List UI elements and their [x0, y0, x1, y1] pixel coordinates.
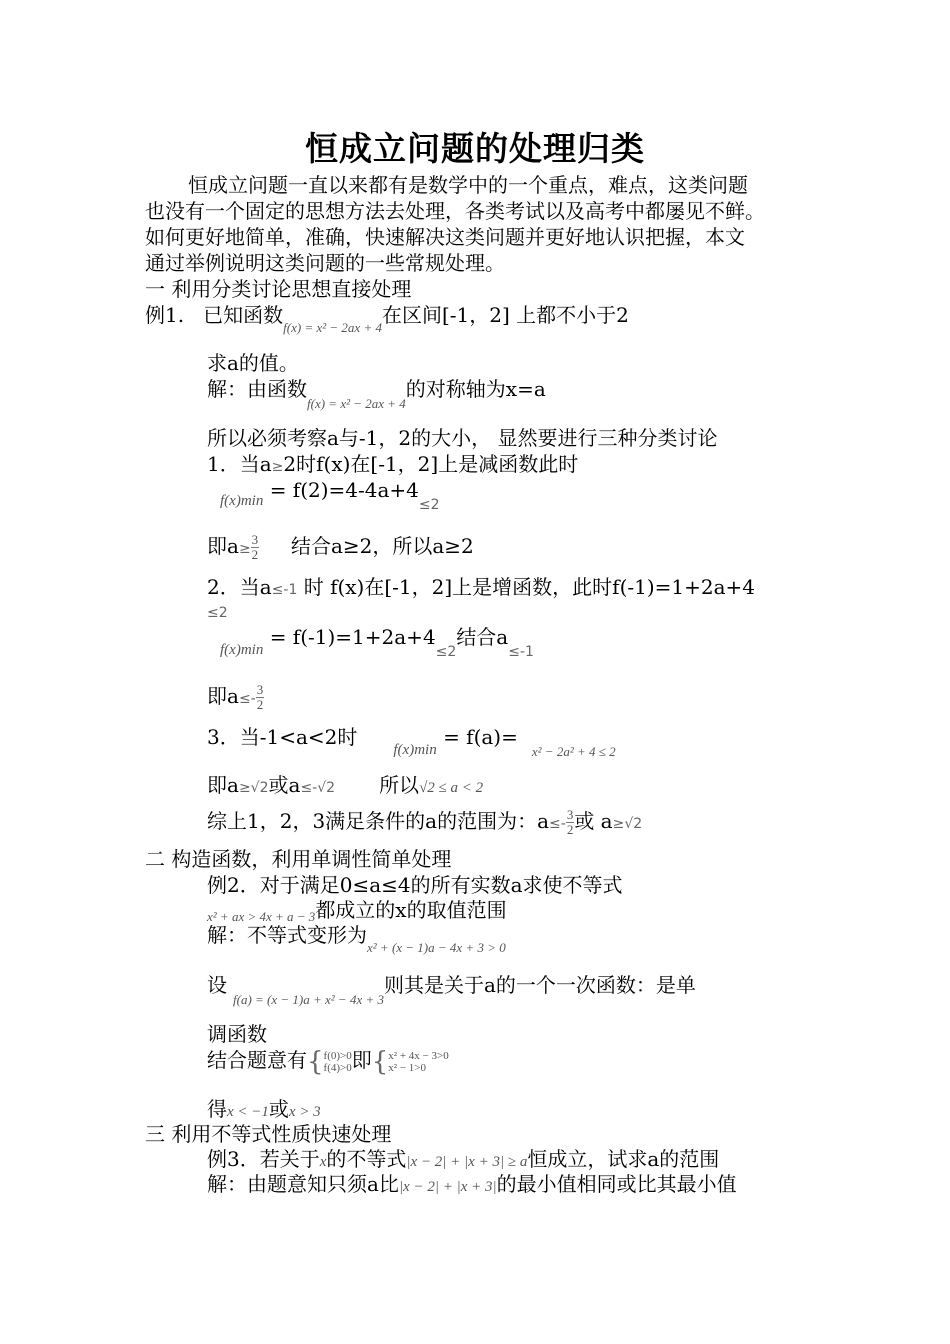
case-2-post: 时 f(x)在[-1，2]上是增函数，此时f(-1)=1+2a+4 [297, 575, 756, 599]
intro-line-4: 通过举例说明这类问题的一些常规处理。 [145, 251, 505, 275]
solution-2-pre: 解：不等式变形为 [207, 923, 367, 947]
x-variable: x [319, 1154, 327, 1170]
combine-line [207, 1047, 449, 1075]
fraction-three-halves-2 [256, 683, 265, 712]
set-function-line [207, 972, 696, 1007]
left-brace-icon: { [307, 1046, 324, 1077]
solution-3 [207, 1171, 737, 1200]
case-2-result [207, 683, 264, 712]
example-1-find: 求a的值。 [207, 351, 299, 375]
case-2-le-two: ≤2 [207, 605, 228, 621]
example-2-statement: 例2．对于满足0≤a≤4的所有实数a求使不等式 [207, 873, 623, 897]
fmin-symbol-2: f(x)min [220, 642, 264, 658]
numerator-3: 3 [566, 807, 574, 822]
le-two: ≤2 [418, 497, 440, 513]
le-minus-one-2: ≤-1 [508, 644, 534, 660]
example-1-post: 在区间[-1，2] 上都不小于2 [381, 303, 629, 327]
le-minus-2: ≤- [549, 816, 566, 832]
example-1-pre: 已知函数 [203, 303, 284, 327]
get-or: 或 [268, 1097, 289, 1121]
case-3-range: √2 ≤ a < 2 [419, 780, 484, 796]
fmin-symbol-3: f(x)min [393, 742, 437, 758]
intro-line-3: 如何更好地简单，准确，快速解决这类问题并更好地认识把握，本文 [145, 225, 745, 249]
solution-1-pre: 解：由函数 [207, 377, 307, 401]
get-b-formula: x > 3 [288, 1104, 321, 1120]
fa-formula: f(a) = (x − 1)a + x² − 4x + 3 [233, 992, 384, 1007]
summary-or: 或 a [574, 809, 613, 833]
system-1-row-2: f(4)>0 [323, 1061, 352, 1074]
denominator-2: 2 [256, 697, 264, 712]
fmin-symbol: f(x)min [220, 493, 264, 509]
ji-a: 即a [207, 534, 239, 558]
set-pre: 设 [207, 973, 227, 997]
system-2-row-2: x² − 1>0 [388, 1061, 427, 1074]
case-3-rhs-formula: x² − 2a² + 4 ≤ 2 [531, 744, 616, 759]
example-3-post: 恒成立，试求a的范围 [527, 1147, 720, 1171]
case-3-pre: 3．当-1<a<2时 [207, 725, 358, 749]
function-definition-formula-2: f(x) = x² − 2ax + 4 [307, 396, 406, 411]
solution-2-formula: x² + (x − 1)a − 4x + 3 > 0 [367, 940, 506, 955]
case-2-min [220, 624, 534, 660]
section-2-heading: 二 构造函数，利用单调性简单处理 [145, 847, 452, 871]
monotone-line: 调函数 [207, 1022, 267, 1046]
ji-a-2: 即a [207, 684, 239, 708]
ge-sign: ≥ [271, 459, 284, 475]
doc-title: 恒成立问题的处理归类 [305, 129, 645, 168]
system-1 [324, 1050, 352, 1074]
case-1-post: 2时f(x)在[-1，2]上是减函数此时 [283, 452, 579, 476]
numerator-2: 3 [256, 682, 264, 697]
fraction-three-halves [251, 533, 260, 562]
le-minus-root-two: ≤-√2 [300, 780, 336, 796]
denominator: 2 [251, 547, 259, 562]
function-definition-formula: f(x) = x² − 2ax + 4 [283, 320, 382, 335]
example-3-mid: 的不等式 [326, 1147, 407, 1171]
ji-word: 即 [351, 1048, 372, 1072]
le-minus: ≤- [238, 691, 256, 707]
solution-2 [207, 922, 506, 955]
inequality-formula: x² + ax > 4x + a − 3 [207, 909, 316, 924]
left-brace-icon-2: { [371, 1046, 389, 1077]
abs-inequality-formula: |x − 2| + |x + 3| ≥ a [406, 1154, 528, 1170]
example-1-label: 例1. [145, 303, 185, 327]
case-1-statement [207, 451, 578, 480]
solution-3-pre: 解：由题意知只须a比 [207, 1172, 399, 1196]
case-3-equation: = f(a)= [443, 725, 518, 749]
solution-1-post: 的对称轴为x=a [405, 377, 546, 401]
case-2-equation: = f(-1)=1+2a+4 [269, 625, 436, 649]
example-3-pre: 例3．若关于 [207, 1147, 320, 1171]
le-minus-one: ≤-1 [271, 582, 298, 598]
le-two-2: ≤2 [435, 644, 457, 660]
ji-a-3: 即a [207, 773, 239, 797]
system-2-row-1: x² + 4x − 3>0 [388, 1049, 449, 1062]
denominator-3: 2 [566, 822, 574, 837]
case-1-min [220, 477, 440, 513]
case-2-pre: 2．当a [207, 575, 272, 599]
numerator: 3 [251, 532, 259, 547]
case-1-result [207, 533, 474, 562]
case-1-pre: 1．当a [207, 452, 272, 476]
case-3-statement [207, 724, 616, 759]
intro-line-2: 也没有一个固定的思想方法去处理，各类考试以及高考中都屡见不鲜。 [145, 199, 765, 223]
case-2-statement [207, 574, 755, 603]
or-word: 或 [268, 773, 289, 797]
summary-pre: 综上1，2，3满足条件的a的范围为：a [207, 809, 550, 833]
combine-pre: 结合题意有 [207, 1048, 307, 1072]
solution-1-axis [207, 376, 546, 411]
case-1-equation: = f(2)=4-4a+4 [269, 478, 419, 502]
intro-line-1: 恒成立问题一直以来都有是数学中的一个重点，难点，这类问题 [188, 173, 748, 197]
system-2 [388, 1050, 448, 1074]
abs-formula: |x − 2| + |x + 3| [398, 1179, 497, 1195]
section-1-heading: 一 利用分类讨论思想直接处理 [145, 277, 412, 301]
case-3-result: 即a≥√2或a≤-√2 所以√2 ≤ a < 2 [207, 773, 484, 797]
solution-1-must: 所以必须考察a与-1，2的大小， 显然要进行三种分类讨论 [207, 426, 718, 450]
case-1-combine: 结合a≥2，所以a≥2 [290, 534, 474, 558]
ge-root-two: ≥√2 [238, 780, 269, 796]
example-1-statement [145, 302, 629, 335]
case-2-combine: 结合a [456, 625, 509, 649]
get-a-formula: x < −1 [227, 1104, 269, 1120]
summary-line [207, 808, 642, 837]
ge-root-two-2: ≥√2 [612, 816, 643, 832]
example-2-post: 都成立的x的取值范围 [315, 898, 507, 922]
get-pre: 得 [207, 1097, 227, 1121]
ge-sign-2: ≥ [238, 541, 251, 557]
solution-3-post: 的最小值相同或比其最小值 [496, 1172, 737, 1196]
section-3-heading: 三 利用不等式性质快速处理 [145, 1122, 392, 1146]
system-1-row-1: f(0)>0 [323, 1049, 352, 1062]
set-post: 则其是关于a的一个一次函数：是单 [384, 973, 696, 997]
suoyi-word: 所以 [379, 773, 420, 797]
